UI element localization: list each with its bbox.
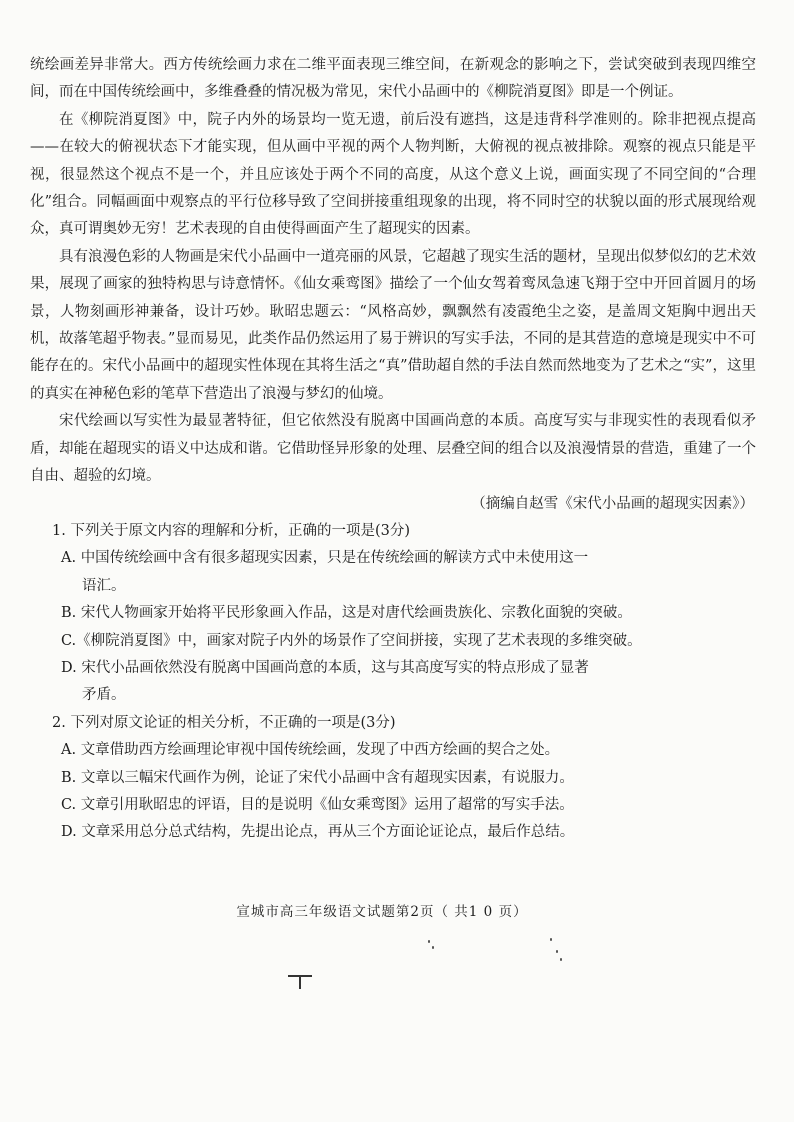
option-letter: B. [60,605,77,622]
option-text-continued: 语汇。 [82,577,126,594]
exam-content [30,52,756,847]
option-letter: A. [60,742,77,759]
binding-mark-stem [299,975,301,989]
option-letter: A. [60,550,77,567]
option-letter: D. [60,659,77,676]
option-b [30,600,756,627]
option-c [30,792,756,819]
speck [432,946,434,949]
scan-specks [400,920,600,980]
option-d [30,655,756,710]
option-text: 《柳院消夏图》中，画家对院子内外的场景作了空间拼接，实现了艺术表现的多维突破。 [76,632,642,649]
option-d [30,819,756,846]
article-paragraph-3: 具有浪漫色彩的人物画是宋代小品画中一道亮丽的风景，它超越了现实生活的题材，呈现出似梦似幻的艺术效果，展现了画家的独特构思与诗意情怀。《仙女乘鸾图》描绘了一个仙女驾着鸾凤急速飞翔于空中开回首圆月的场景，人物刻画形神兼备，设计巧妙。耿昭忠题云：“风格高妙，飘飘然有凌霞绝尘之姿，是盖周文矩胸中迥出天机，故落笔超乎物表。”显而易见，此类作品仍然运用了易于辨识的写实手法，不同的是其营造的意境是现实中不可能存在的。宋代小品画中的超现实性体现在其将生活之“真”借助超自然的手法自然而然地变为了艺术之“实”，这里的真实在神秘色彩的笔草下营造出了浪漫与梦幻的仙境。 [30,248,756,402]
option-text: 中国传统绘画中含有很多超现实因素，只是在传统绘画的解读方式中未使用这一 [80,550,589,567]
option-a [30,545,756,600]
question-stem: 2. 下列对原文论证的相关分析，不正确的一项是(3分) [52,714,396,731]
option-letter: C. [60,796,77,813]
option-a [30,737,756,764]
article-paragraph-1: 统绘画差异非常大。西方传统绘画力求在二维平面表现三维空间，在新观念的影响之下，尝试突破到表现四维空间，而在中国传统绘画中，多维叠叠的情况极为常见，宋代小品画中的《柳院消夏图》即是一个例证。 [30,57,756,101]
option-text: 文章采用总分总式结构，先提出论点，再从三个方面论证论点，最后作总结。 [81,824,575,841]
option-letter: B. [60,769,77,786]
page-footer [0,900,794,920]
article-source: （摘编自赵雪《宋代小品画的超现实因素》） [471,495,754,512]
question-stem: 1. 下列关于原文内容的理解和分析，正确的一项是(3分) [52,522,410,539]
option-text: 文章以三幅宋代画作为例，论证了宋代小品画中含有超现实因素，有说服力。 [80,769,574,786]
article-paragraph-4: 宋代绘画以写实性为最显著特征，但它依然没有脱离中国画尚意的本质。高度写实与非现实性的表现看似矛盾，却能在超现实的语义中达成和谐。它借助怪异形象的处理、层叠空间的组合以及浪漫情景的营造，重建了一个自由、超验的幻境。 [30,413,756,485]
speck [560,958,562,961]
option-text-continued: 矛盾。 [82,687,126,704]
option-b [30,765,756,792]
question-2 [30,710,756,847]
option-c [30,628,756,655]
question-1 [30,518,756,710]
option-text: 文章借助西方绘画理论审视中国传统绘画，发现了中西方绘画的契合之处。 [80,742,560,759]
option-letter: D. [60,824,77,841]
option-text: 宋代小品画依然没有脱离中国画尚意的本质，这与其高度写实的特点形成了显著 [81,659,589,676]
option-letter: C. [60,632,77,649]
page-number-text: 宣城市高三年级语文试题第2页（ 共1 0 页） [236,904,528,920]
article-paragraph-2: 在《柳院消夏图》中，院子内外的场景均一览无遗，前后没有遮挡，这是违背科学准则的。除非把视点提高——在较大的俯视状态下才能实现，但从画中平视的两个人物判断，大俯视的视点被排除。观察的视点只能是平视，很显然这个视点不是一个，并且应该处于两个不同的高度，从这个意义上说，画面实现了不同空间的“合理化”组合。同幅画面中观察点的平行位移导致了空间拼接重组现象的出现，将不同时空的状貌以面的形式展现给观众，真可谓奥妙无穷！艺术表现的自由使得画面产生了超现实的因素。 [30,111,756,238]
speck [550,938,552,941]
binding-mark [288,970,312,990]
speck [556,950,558,953]
speck [428,940,430,943]
option-text: 文章引用耿昭忠的评语，目的是说明《仙女乘鸾图》运用了超常的写实手法。 [80,796,574,813]
option-text: 宋代人物画家开始将平民形象画入作品，这是对唐代绘画贵族化、宗教化面貌的突破。 [80,605,632,622]
